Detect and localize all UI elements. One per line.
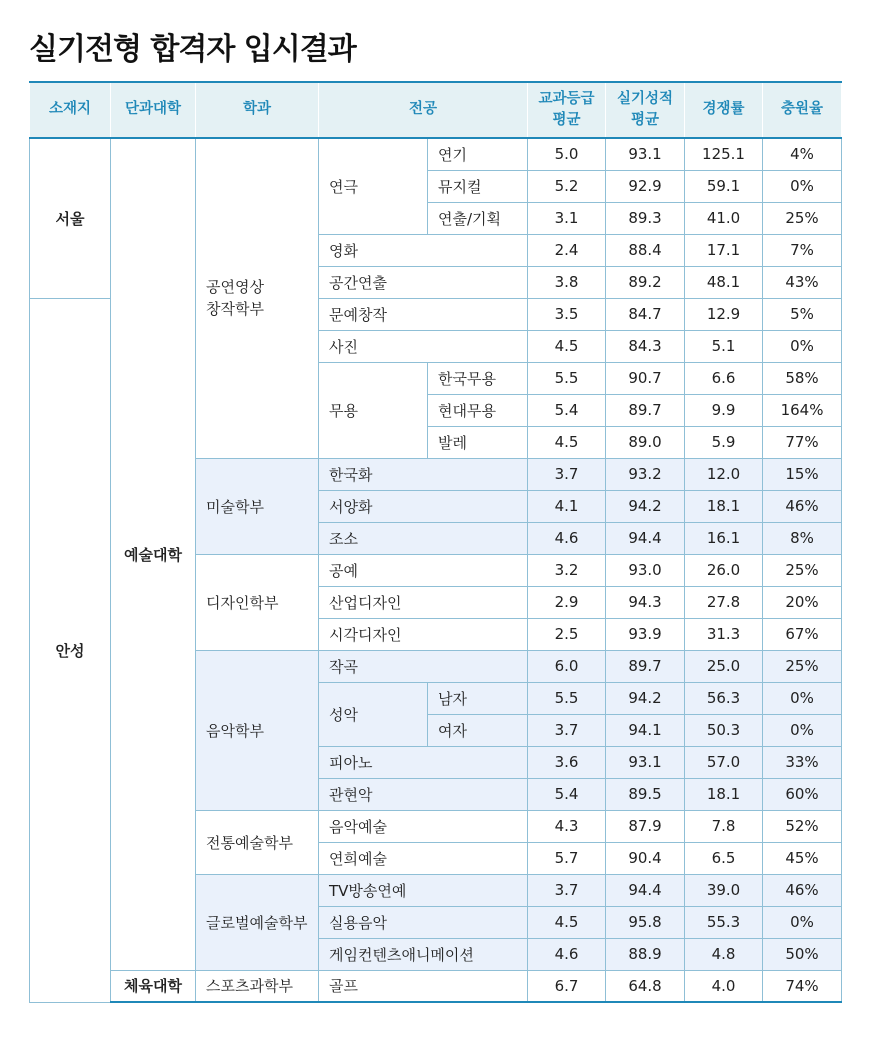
- major-cell: TV방송연예: [319, 874, 528, 906]
- major-cell: 여자: [428, 714, 528, 746]
- header-competition: 경쟁률: [685, 82, 763, 138]
- grade-cell: 3.2: [528, 554, 606, 586]
- grade-cell: 6.0: [528, 650, 606, 682]
- table-row: [30, 970, 842, 1002]
- major-cell: 현대무용: [428, 394, 528, 426]
- grade-cell: 4.5: [528, 330, 606, 362]
- competition-cell: 50.3: [685, 714, 763, 746]
- fill-rate-cell: 25%: [763, 202, 842, 234]
- dept-performing: 공연영상 창작학부: [196, 138, 319, 458]
- grade-cell: 3.8: [528, 266, 606, 298]
- major-cell: 음악예술: [319, 810, 528, 842]
- skill-cell: 94.1: [606, 714, 685, 746]
- grade-cell: 4.6: [528, 938, 606, 970]
- header-grade-line1: 교과등급: [538, 90, 595, 107]
- competition-cell: 12.9: [685, 298, 763, 330]
- fill-rate-cell: 50%: [763, 938, 842, 970]
- college-sports: 체육대학: [111, 970, 196, 1002]
- grade-cell: 5.2: [528, 170, 606, 202]
- table-row: [30, 138, 842, 170]
- grade-cell: 5.5: [528, 682, 606, 714]
- major-cell: 산업디자인: [319, 586, 528, 618]
- header-row: [30, 82, 842, 138]
- header-skill-line2: 평균: [631, 112, 660, 128]
- grade-cell: 4.1: [528, 490, 606, 522]
- grade-cell: 5.4: [528, 778, 606, 810]
- fill-rate-cell: 0%: [763, 682, 842, 714]
- competition-cell: 4.0: [685, 970, 763, 1002]
- fill-rate-cell: 0%: [763, 906, 842, 938]
- competition-cell: 5.1: [685, 330, 763, 362]
- fill-rate-cell: 43%: [763, 266, 842, 298]
- fill-rate-cell: 0%: [763, 170, 842, 202]
- grade-cell: 5.4: [528, 394, 606, 426]
- skill-cell: 89.0: [606, 426, 685, 458]
- major-cell: 작곡: [319, 650, 528, 682]
- major-cell: 발레: [428, 426, 528, 458]
- skill-cell: 89.7: [606, 650, 685, 682]
- fill-rate-cell: 0%: [763, 330, 842, 362]
- region-seoul: 서울: [30, 138, 111, 298]
- grade-cell: 3.7: [528, 714, 606, 746]
- fill-rate-cell: 33%: [763, 746, 842, 778]
- major-cell: 공예: [319, 554, 528, 586]
- competition-cell: 25.0: [685, 650, 763, 682]
- major-cell: 골프: [319, 970, 528, 1002]
- skill-cell: 89.5: [606, 778, 685, 810]
- skill-cell: 88.4: [606, 234, 685, 266]
- header-major: 전공: [319, 82, 528, 138]
- skill-cell: 94.3: [606, 586, 685, 618]
- grade-cell: 3.7: [528, 874, 606, 906]
- major-cell: 영화: [319, 234, 528, 266]
- dept-fine-art: 미술학부: [196, 458, 319, 554]
- skill-cell: 87.9: [606, 810, 685, 842]
- competition-cell: 18.1: [685, 778, 763, 810]
- fill-rate-cell: 25%: [763, 650, 842, 682]
- fill-rate-cell: 0%: [763, 714, 842, 746]
- fill-rate-cell: 7%: [763, 234, 842, 266]
- major-cell: 한국무용: [428, 362, 528, 394]
- major-cell: 연기: [428, 138, 528, 170]
- fill-rate-cell: 74%: [763, 970, 842, 1002]
- fill-rate-cell: 8%: [763, 522, 842, 554]
- fill-rate-cell: 5%: [763, 298, 842, 330]
- dept-traditional: 전통예술학부: [196, 810, 319, 874]
- competition-cell: 48.1: [685, 266, 763, 298]
- grade-cell: 3.5: [528, 298, 606, 330]
- major-cell: 문예창작: [319, 298, 528, 330]
- major-cell: 피아노: [319, 746, 528, 778]
- skill-cell: 84.3: [606, 330, 685, 362]
- skill-cell: 93.1: [606, 746, 685, 778]
- skill-cell: 94.2: [606, 682, 685, 714]
- major-cell: 실용음악: [319, 906, 528, 938]
- grade-cell: 4.6: [528, 522, 606, 554]
- grade-cell: 3.6: [528, 746, 606, 778]
- grade-cell: 4.3: [528, 810, 606, 842]
- competition-cell: 26.0: [685, 554, 763, 586]
- dept-global: 글로벌예술학부: [196, 874, 319, 970]
- major-cell: 한국화: [319, 458, 528, 490]
- major-cell: 서양화: [319, 490, 528, 522]
- fill-rate-cell: 46%: [763, 874, 842, 906]
- skill-cell: 93.9: [606, 618, 685, 650]
- competition-cell: 55.3: [685, 906, 763, 938]
- skill-cell: 94.4: [606, 874, 685, 906]
- competition-cell: 18.1: [685, 490, 763, 522]
- grade-cell: 2.4: [528, 234, 606, 266]
- fill-rate-cell: 45%: [763, 842, 842, 874]
- competition-cell: 6.6: [685, 362, 763, 394]
- competition-cell: 39.0: [685, 874, 763, 906]
- header-grade: [528, 82, 606, 138]
- competition-cell: 59.1: [685, 170, 763, 202]
- grade-cell: 2.5: [528, 618, 606, 650]
- fill-rate-cell: 25%: [763, 554, 842, 586]
- header-skill: [606, 82, 685, 138]
- header-fill-rate: 충원율: [763, 82, 842, 138]
- fill-rate-cell: 67%: [763, 618, 842, 650]
- competition-cell: 17.1: [685, 234, 763, 266]
- fill-rate-cell: 77%: [763, 426, 842, 458]
- skill-cell: 88.9: [606, 938, 685, 970]
- grade-cell: 3.7: [528, 458, 606, 490]
- page-title: 실기전형 합격자 입시결과: [29, 32, 356, 67]
- region-anseong: 안성: [30, 298, 111, 1002]
- fill-rate-cell: 4%: [763, 138, 842, 170]
- header-skill-line1: 실기성적: [617, 90, 674, 107]
- major-cell: 게임컨텐츠애니메이션: [319, 938, 528, 970]
- major-cell: 뮤지컬: [428, 170, 528, 202]
- fill-rate-cell: 15%: [763, 458, 842, 490]
- major-cell: 시각디자인: [319, 618, 528, 650]
- major-cell: 관현악: [319, 778, 528, 810]
- grade-cell: 5.0: [528, 138, 606, 170]
- results-table: [29, 81, 842, 1003]
- major-cell: 사진: [319, 330, 528, 362]
- group-theater: 연극: [319, 138, 428, 234]
- skill-cell: 94.4: [606, 522, 685, 554]
- grade-cell: 6.7: [528, 970, 606, 1002]
- fill-rate-cell: 58%: [763, 362, 842, 394]
- skill-cell: 89.3: [606, 202, 685, 234]
- competition-cell: 6.5: [685, 842, 763, 874]
- header-dept: 학과: [196, 82, 319, 138]
- skill-cell: 84.7: [606, 298, 685, 330]
- grade-cell: 3.1: [528, 202, 606, 234]
- competition-cell: 56.3: [685, 682, 763, 714]
- skill-cell: 93.0: [606, 554, 685, 586]
- competition-cell: 57.0: [685, 746, 763, 778]
- grade-cell: 5.7: [528, 842, 606, 874]
- competition-cell: 125.1: [685, 138, 763, 170]
- grade-cell: 4.5: [528, 426, 606, 458]
- skill-cell: 94.2: [606, 490, 685, 522]
- grade-cell: 5.5: [528, 362, 606, 394]
- major-cell: 조소: [319, 522, 528, 554]
- group-dance: 무용: [319, 362, 428, 458]
- competition-cell: 7.8: [685, 810, 763, 842]
- major-cell: 남자: [428, 682, 528, 714]
- skill-cell: 95.8: [606, 906, 685, 938]
- skill-cell: 93.1: [606, 138, 685, 170]
- header-college: 단과대학: [111, 82, 196, 138]
- fill-rate-cell: 60%: [763, 778, 842, 810]
- header-region: 소재지: [30, 82, 111, 138]
- competition-cell: 41.0: [685, 202, 763, 234]
- competition-cell: 9.9: [685, 394, 763, 426]
- skill-cell: 64.8: [606, 970, 685, 1002]
- major-cell: 연출/기획: [428, 202, 528, 234]
- competition-cell: 27.8: [685, 586, 763, 618]
- major-cell: 공간연출: [319, 266, 528, 298]
- dept-design: 디자인학부: [196, 554, 319, 650]
- competition-cell: 31.3: [685, 618, 763, 650]
- dept-sports-science: 스포츠과학부: [196, 970, 319, 1002]
- skill-cell: 90.7: [606, 362, 685, 394]
- fill-rate-cell: 20%: [763, 586, 842, 618]
- skill-cell: 92.9: [606, 170, 685, 202]
- skill-cell: 89.7: [606, 394, 685, 426]
- skill-cell: 93.2: [606, 458, 685, 490]
- header-grade-line2: 평균: [552, 112, 581, 128]
- skill-cell: 90.4: [606, 842, 685, 874]
- major-cell: 연희예술: [319, 842, 528, 874]
- college-arts: 예술대학: [111, 138, 196, 970]
- skill-cell: 89.2: [606, 266, 685, 298]
- competition-cell: 16.1: [685, 522, 763, 554]
- fill-rate-cell: 46%: [763, 490, 842, 522]
- competition-cell: 5.9: [685, 426, 763, 458]
- competition-cell: 12.0: [685, 458, 763, 490]
- grade-cell: 2.9: [528, 586, 606, 618]
- competition-cell: 4.8: [685, 938, 763, 970]
- dept-music: 음악학부: [196, 650, 319, 810]
- fill-rate-cell: 164%: [763, 394, 842, 426]
- group-vocal: 성악: [319, 682, 428, 746]
- grade-cell: 4.5: [528, 906, 606, 938]
- fill-rate-cell: 52%: [763, 810, 842, 842]
